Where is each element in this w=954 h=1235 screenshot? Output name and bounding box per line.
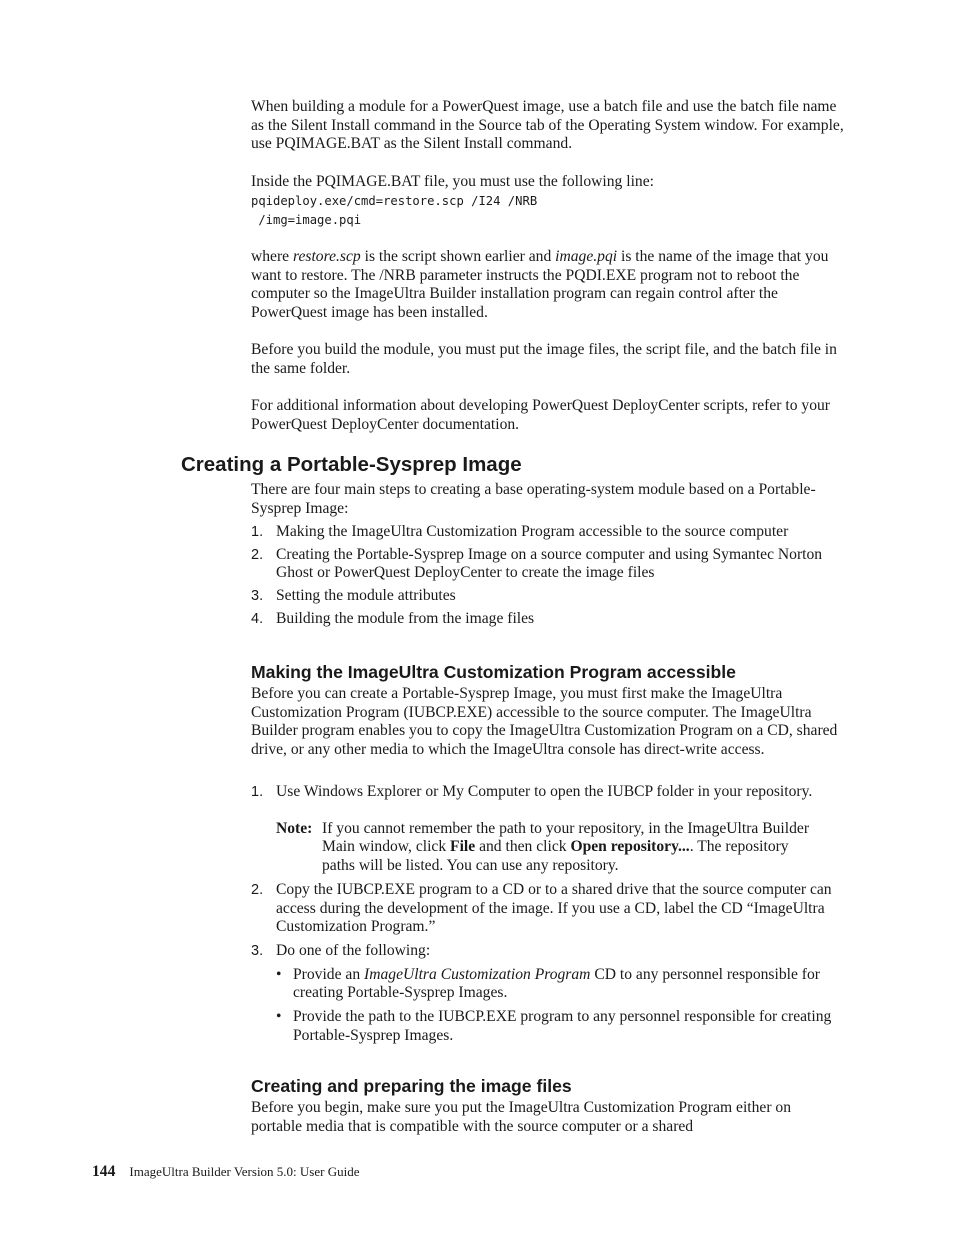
step-text: Use Windows Explorer or My Computer to open the IUBCP folder in your repository. — [276, 783, 813, 800]
step-number: 1. — [251, 784, 264, 800]
step-text: Creating the Portable-Sysprep Image on a source computer and using Symantec Norton Ghost or PowerQuest DeployCenter to create the image files — [276, 545, 823, 582]
list-item — [251, 783, 851, 802]
list-item — [251, 942, 851, 961]
heading-creating-preparing: Creating and preparing the image files — [251, 1076, 572, 1096]
text-run: where — [251, 248, 293, 265]
step-text: Making the ImageUltra Customization Program accessible to the source computer — [276, 523, 789, 540]
paragraph-same-folder: Before you build the module, you must put the image files, the script file, and the batch file in the same folder. — [251, 341, 837, 377]
text-run: Provide an — [293, 965, 365, 983]
emphasis-image-pqi: image.pqi — [555, 248, 618, 265]
heading-making-accessible: Making the ImageUltra Customization Program accessible — [251, 662, 736, 682]
bullet-item — [276, 966, 851, 1003]
step-number: 2. — [251, 546, 264, 563]
step-number: 1. — [251, 524, 264, 540]
step-number: 4. — [251, 610, 264, 627]
step-text: Copy the IUBCP.EXE program to a CD or to a shared drive that the source computer can access during the development of the image. If you use a CD, label the CD “ImageUltra Customization Program.” — [276, 880, 832, 936]
note-block — [276, 820, 821, 876]
step-text: Building the module from the image files — [276, 609, 535, 627]
step-number: 3. — [251, 588, 264, 605]
note-label: Note: — [276, 819, 313, 837]
step-number: 3. — [251, 942, 264, 959]
text-run: CD to any personnel responsible for creating Portable-Sysprep Images. — [293, 965, 820, 1002]
menu-ref-open-repository: Open repository... — [570, 838, 690, 856]
intro-paragraph-batch-file: When building a module for a PowerQuest image, use a batch file and use the batch file name as the Silent Install command in the Source tab of the Operating System window. For example, use PQIMAGE.BAT as the Silent Install command. — [251, 98, 844, 153]
list-item — [251, 546, 851, 583]
section1-intro: There are four main steps to creating a base operating-system module based on a Portable-Sysprep Image: — [251, 481, 816, 517]
page-footer — [92, 1163, 360, 1181]
bullet-text: Provide the path to the IUBCP.EXE program to any personnel responsible for creating Portable-Sysprep Images. — [293, 1008, 832, 1044]
bullet-item — [276, 1008, 851, 1045]
step-text: Do one of the following: — [276, 941, 431, 959]
heading-creating-portable-sysprep: Creating a Portable-Sysprep Image — [181, 453, 522, 476]
text-run: is the script shown earlier and — [360, 248, 556, 265]
text-run: and then click — [475, 838, 571, 856]
bullet-marker: • — [276, 1008, 282, 1026]
section3-intro: Before you begin, make sure you put the ImageUltra Customization Program either on portable media that is compatible with the source computer or a shared — [251, 1099, 792, 1135]
step-number: 2. — [251, 881, 264, 898]
section2-intro: Before you can create a Portable-Sysprep Image, you must first make the ImageUltra Customization Program (IUBCP.EXE) accessible to the source computer. The ImageUltra Builder program enables you to copy the ImageUltra Customization Program on a CD, shared drive, or any other media to which the ImageUltra console has direct-write access. — [251, 685, 838, 759]
emphasis-restore-scp: restore.scp — [293, 248, 361, 265]
bullet-marker: • — [276, 965, 282, 983]
note-text — [322, 820, 821, 876]
paragraph-additional-info: For additional information about developing PowerQuest DeployCenter scripts, refer to your PowerQuest DeployCenter documentation. — [251, 397, 831, 433]
bullet-text — [293, 966, 851, 1003]
code-line-1: pqideploy.exe/cmd=restore.scp /I24 /NRB — [251, 194, 538, 208]
paragraph-where-restore — [251, 248, 851, 323]
list-item — [251, 523, 851, 542]
list-item — [251, 610, 851, 629]
text-run: If you cannot remember the path to your repository, in the ImageUltra Builder Main window, click — [322, 819, 810, 856]
code-line-2: /img=image.pqi — [251, 212, 362, 227]
emphasis-customization-program: ImageUltra Customization Program — [364, 965, 591, 983]
page-number: 144 — [92, 1163, 116, 1180]
section1-step-list — [251, 523, 851, 629]
list-item — [251, 587, 851, 606]
text-run: . The repository paths will be listed. You can use any repository. — [322, 838, 789, 875]
step-text: Setting the module attributes — [276, 587, 456, 605]
paragraph-pqimage-line: Inside the PQIMAGE.BAT file, you must use the following line: — [251, 173, 654, 190]
menu-ref-file: File — [450, 838, 476, 856]
text-run: is the name of the image that you want to restore. The /NRB parameter instructs the PQDI.EXE program not to reboot the computer so the ImageUltra Builder installation program can regain control after the PowerQuest image has been installed. — [251, 248, 829, 322]
footer-title: ImageUltra Builder Version 5.0: User Guide — [129, 1164, 360, 1179]
section2-step-list — [251, 783, 851, 1045]
list-item — [251, 881, 851, 937]
code-block — [251, 192, 851, 229]
